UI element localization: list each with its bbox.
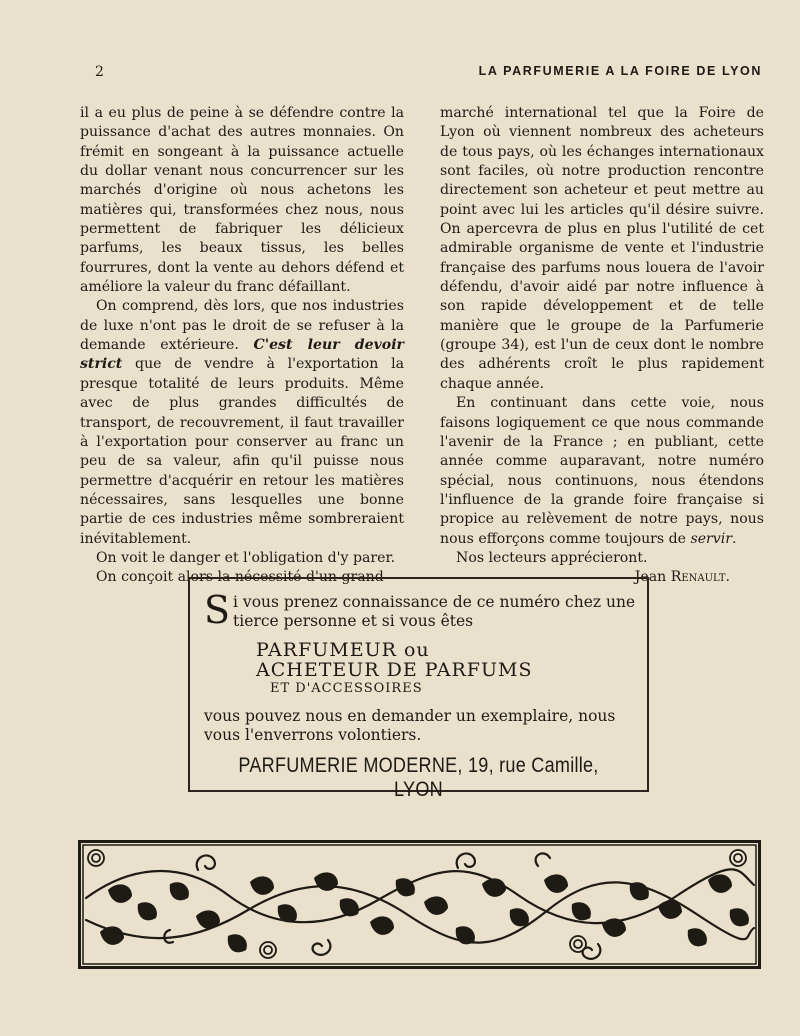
emphasis: C'est leur devoir strict bbox=[80, 337, 404, 373]
ad-heading-accessoires: ET D'ACCESSOIRES bbox=[270, 681, 423, 696]
ad-body: vous pouvez nous en demander un exemplaire, nous vous l'enverrons volontiers. bbox=[204, 707, 616, 744]
text-run: que de vendre à l'exportation la presque totalité de leurs produits. Même avec de plus grandes difficultés de transport, de recouvrement, il faut travailler à l'exportation pour conserver au franc un peu de sa valeur, afin qu'il puisse nous permettre d'acquérir en retour les matières nécessaires, sans lesquelles une bonne partie de ces industries même sombreraient inévitablement. bbox=[80, 356, 404, 547]
paragraph: On voit le danger et l'obligation d'y parer. bbox=[96, 549, 396, 566]
paragraph: On conçoit alors la nécessité d'un grand bbox=[96, 569, 384, 586]
paragraph: marché international tel que la Foire de Lyon où viennent nombreux des acheteurs de tous pays, où les échanges internationaux sont faciles, où notre production rencontre directement son acheteur et peut mettre au point avec lui les articles qu'il désire suivre. On apercevra de plus en plus l'utilité de cet admirable organisme de vente et l'industrie française des parfums nous louera de l'avoir défendu, d'avoir aidé par notre influence à son rapide développement et de telle manière que le groupe de la Parfumerie (groupe 34), est l'un de ceux dont le nombre des adhérents croît le plus rapidement chaque année. bbox=[440, 105, 764, 392]
page-number: 2 bbox=[95, 64, 104, 80]
signature-first-name: Jean bbox=[634, 569, 671, 586]
ad-address: PARFUMERIE MODERNE, 19, rue Camille, LYON bbox=[238, 754, 599, 801]
article-column-right bbox=[440, 104, 764, 588]
text-run: On comprend, dès lors, que nos industries de luxe n'ont pas le droit de se refuser à la demande extérieure. bbox=[80, 298, 404, 354]
ad-heading-acheteur: ACHETEUR DE PARFUMS bbox=[256, 659, 533, 681]
text-run: . bbox=[732, 530, 737, 547]
ad-intro-text: i vous prenez connaissance de ce numéro chez une tierce personne et si vous êtes bbox=[233, 593, 636, 630]
text-run: En continuant dans cette voie, nous faisons logiquement ce que nous commande l'avenir de la France ; en publiant, cette année comme auparavant, notre numéro spécial, nous continuons, nous étendons l'influence de la grande foire française si propice au relèvement de notre pays, nous nous efforçons comme toujours de bbox=[440, 395, 764, 547]
paragraph: Nos lecteurs apprécieront. bbox=[456, 549, 648, 566]
running-head: LA PARFUMERIE A LA FOIRE DE LYON bbox=[478, 64, 762, 78]
drop-cap: S bbox=[204, 588, 231, 632]
advertisement-box bbox=[188, 577, 649, 801]
ad-heading-parfumeur: PARFUMEUR ou bbox=[256, 639, 430, 661]
emphasis: servir bbox=[690, 530, 733, 547]
signature-last-name: Renault. bbox=[670, 569, 730, 586]
article-column-left bbox=[80, 104, 404, 588]
paragraph bbox=[440, 394, 764, 549]
ad-intro bbox=[204, 588, 644, 632]
ivy-vine-frieze-icon bbox=[78, 840, 761, 969]
paragraph bbox=[80, 297, 404, 548]
paragraph: il a eu plus de peine à se défendre contre la puissance d'achat des autres monnaies. On frémit en songeant à la puissance actuelle du dollar venant nous concurrencer sur les marchés d'origine où nous achetons les matières qui, transformées chez nous, nous permettent de fabriquer les délicieux parfums, les beaux tissus, les belles fourrures, dont la vente au dehors défend et améliore la valeur du franc défaillant. bbox=[80, 105, 404, 296]
